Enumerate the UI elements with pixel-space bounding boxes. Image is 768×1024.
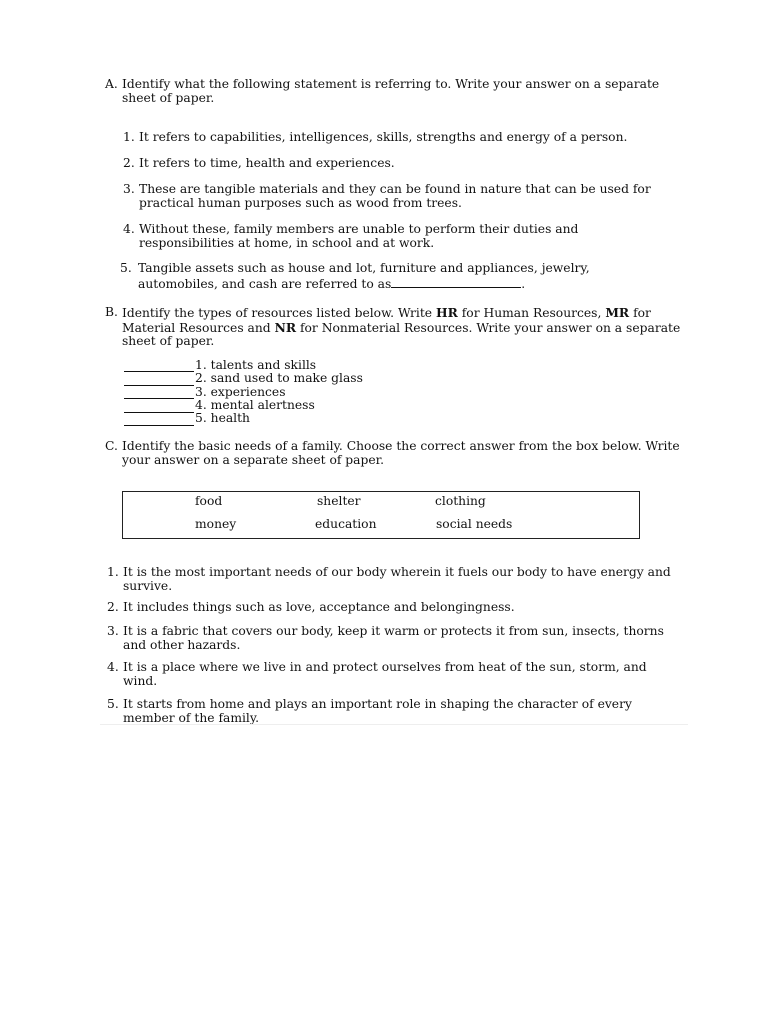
item-number: 1. xyxy=(107,565,119,579)
section-b-item-2 xyxy=(124,372,363,385)
item-number: 2. xyxy=(195,371,207,386)
item-text: talents and skills xyxy=(210,357,317,372)
section-c-letter: C. xyxy=(105,439,118,453)
instruction-text: for Nonmaterial Resources. Write your answer on a separate sheet of paper. xyxy=(122,320,681,349)
item-text: sand used to make glass xyxy=(210,371,363,386)
section-a-item-4 xyxy=(123,223,623,250)
item-number: 5. xyxy=(120,261,132,275)
choice-education: education xyxy=(315,517,377,531)
item-text: These are tangible materials and they can be found in nature that can be used for practical human purposes such as wood from trees. xyxy=(139,182,651,210)
section-b-instruction xyxy=(122,306,685,349)
item-number: 4. xyxy=(195,397,207,412)
section-c-heading xyxy=(105,440,685,467)
section-b-letter: B. xyxy=(105,305,118,319)
section-c-item-2 xyxy=(107,601,667,615)
item-text: It is a fabric that covers our body, keep it warm or protects it from sun, insects, thorns and other hazards. xyxy=(123,624,664,652)
answer-choice-box xyxy=(122,491,640,539)
section-a-item-5 xyxy=(120,262,640,291)
item-number: 4. xyxy=(107,660,119,674)
item-text: It is the most important needs of our body wherein it fuels our body to have energy and survive. xyxy=(123,565,671,593)
choice-shelter: shelter xyxy=(317,494,361,508)
item-number: 1. xyxy=(195,357,207,372)
hr-code: HR xyxy=(436,305,458,320)
section-b-heading xyxy=(105,306,685,349)
item-text: Without these, family members are unable to perform their duties and responsibilities at home, in school and at work. xyxy=(139,222,579,250)
answer-blank xyxy=(124,401,194,413)
choice-clothing: clothing xyxy=(435,494,486,508)
item-text: It refers to capabilities, intelligences, skills, strengths and energy of a person. xyxy=(139,130,628,144)
section-c-item-4 xyxy=(107,661,672,688)
mr-code: MR xyxy=(605,305,630,320)
item-text xyxy=(138,262,640,291)
section-b-list xyxy=(124,359,363,426)
choice-food: food xyxy=(195,494,223,508)
answer-blank xyxy=(124,374,194,386)
item-text: It is a place where we live in and protect ourselves from heat of the sun, storm, and wind. xyxy=(123,660,647,688)
item-number: 3. xyxy=(123,182,135,196)
instruction-text: for Material Resources and xyxy=(122,306,651,335)
item-number: 2. xyxy=(107,600,119,614)
section-b-item-5 xyxy=(124,413,363,426)
item-number: 5. xyxy=(195,411,207,426)
choice-social-needs: social needs xyxy=(436,517,513,531)
item-text: It starts from home and plays an important role in shaping the character of every member of the family. xyxy=(123,697,632,725)
section-a-instruction: Identify what the following statement is referring to. Write your answer on a separate sheet of paper. xyxy=(122,77,660,105)
instruction-text: Identify the types of resources listed below. Write xyxy=(122,306,436,320)
section-c-item-3 xyxy=(107,625,672,652)
answer-blank xyxy=(391,276,521,288)
item-number: 2. xyxy=(123,156,135,170)
page-bottom-rule xyxy=(100,724,688,725)
answer-blank xyxy=(124,360,194,372)
item-number: 1. xyxy=(123,130,135,144)
section-a-item-2 xyxy=(123,157,683,171)
item-number: 3. xyxy=(107,624,119,638)
item-number: 3. xyxy=(195,384,207,399)
item-number: 4. xyxy=(123,222,135,236)
answer-blank xyxy=(124,414,194,426)
item-text: mental alertness xyxy=(210,397,315,412)
item-text: It includes things such as love, acceptance and belongingness. xyxy=(123,600,515,614)
section-a-heading xyxy=(105,78,685,105)
item-text-main: Tangible assets such as house and lot, furniture and appliances, jewelry, automobiles, and cash are referred to as xyxy=(138,261,590,291)
section-c-item-1 xyxy=(107,566,679,593)
item-number: 5. xyxy=(107,697,119,711)
section-a-item-3 xyxy=(123,183,671,210)
item-text: experiences xyxy=(210,384,286,399)
answer-blank xyxy=(124,387,194,399)
section-a-letter: A. xyxy=(105,77,118,91)
item-text: health xyxy=(210,411,250,426)
section-c-item-5 xyxy=(107,698,679,725)
choice-money: money xyxy=(195,517,237,531)
item-text: It refers to time, health and experiences. xyxy=(139,156,395,170)
item-text-suffix: . xyxy=(521,276,526,291)
nr-code: NR xyxy=(274,319,297,335)
section-a-item-1 xyxy=(123,131,683,145)
instruction-text: for Human Resources, xyxy=(457,306,606,320)
section-c-instruction: Identify the basic needs of a family. Choose the correct answer from the box below. Write your answer on a separate sheet of paper. xyxy=(122,439,680,467)
